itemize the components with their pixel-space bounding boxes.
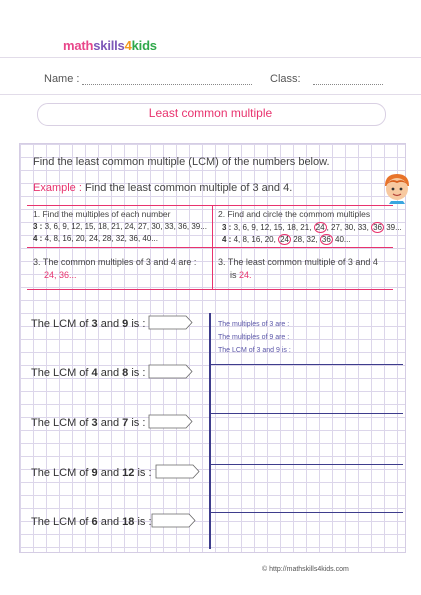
step2-row-3-label: 3 : bbox=[222, 223, 232, 232]
question-4-prefix: The LCM of bbox=[31, 467, 89, 479]
example-label: Example : bbox=[33, 182, 82, 194]
question-4-suffix: is : bbox=[137, 467, 152, 479]
question-1 bbox=[31, 318, 145, 330]
name-label: Name : bbox=[44, 73, 80, 85]
step4-line2 bbox=[230, 270, 252, 280]
header-divider-bottom bbox=[0, 94, 421, 95]
question-3 bbox=[31, 417, 145, 429]
answer-box-5[interactable] bbox=[151, 513, 196, 528]
question-4-b: 12 bbox=[122, 467, 135, 479]
step1-row-3-label: 3 : bbox=[33, 222, 43, 231]
question-4-a: 9 bbox=[91, 467, 98, 479]
logo-part-4: 4 bbox=[124, 38, 132, 53]
question-5-and: and bbox=[100, 516, 120, 528]
boy-illustration-icon bbox=[381, 172, 413, 204]
step2-row-4-part-c: 40... bbox=[332, 235, 351, 244]
question-5-b: 18 bbox=[122, 516, 135, 528]
logo-part-math: math bbox=[63, 38, 94, 53]
step2-heading: 2. Find and circle the commom multiples bbox=[218, 209, 371, 219]
circled-24-row-4: 24 bbox=[280, 235, 289, 244]
step1-row-3 bbox=[33, 222, 207, 231]
work-line-3 bbox=[211, 464, 403, 465]
example-text: Find the least common multiple of 3 and 4. bbox=[84, 182, 293, 194]
question-2-suffix: is : bbox=[131, 367, 146, 379]
note-lcm-3-9: The LCM of 3 and 9 is : bbox=[218, 347, 291, 354]
step2-row-3-part-a: 3, 6, 9, 12, 15, 18, 21, bbox=[233, 223, 312, 232]
class-label: Class: bbox=[270, 73, 301, 85]
step2-row-4-part-b: 28, 32, bbox=[290, 235, 318, 244]
step3-answer: 24, 36... bbox=[44, 270, 77, 280]
question-4-and: and bbox=[100, 467, 120, 479]
question-3-suffix: is : bbox=[131, 417, 146, 429]
question-2-and: and bbox=[100, 367, 120, 379]
question-3-b: 7 bbox=[122, 417, 129, 429]
question-1-prefix: The LCM of bbox=[31, 318, 89, 330]
work-line-1 bbox=[211, 364, 403, 365]
logo-part-kids: kids bbox=[131, 38, 157, 53]
example-divider-middle bbox=[27, 247, 393, 248]
answer-box-1[interactable] bbox=[148, 315, 193, 330]
worksheet-title: Least common multiple bbox=[148, 106, 273, 120]
circled-24-row-3: 24 bbox=[315, 223, 325, 232]
header-divider-top bbox=[0, 57, 421, 58]
step1-heading: 1. Find the multiples of each number bbox=[33, 209, 171, 219]
question-1-b: 9 bbox=[122, 318, 129, 330]
note-multiples-3: The multiples of 3 are : bbox=[218, 321, 290, 328]
answer-box-3[interactable] bbox=[148, 414, 193, 429]
step1-row-3-values: 3, 6, 9, 12, 15, 18, 21, 24, 27, 30, 33, 36, 39... bbox=[44, 222, 207, 231]
instruction-text: Find the least common multiple (LCM) of the numbers below. bbox=[33, 156, 330, 168]
work-area-divider bbox=[209, 313, 211, 549]
question-1-and: and bbox=[100, 318, 120, 330]
question-1-a: 3 bbox=[91, 318, 98, 330]
step2-row-4-part-a: 4, 8, 16, 20, bbox=[233, 235, 276, 244]
question-4 bbox=[31, 467, 152, 479]
example-line bbox=[33, 182, 292, 194]
step1-row-4-values: 4, 8, 16, 20, 24, 28, 32, 36, 40... bbox=[44, 234, 158, 243]
question-5-suffix: is : bbox=[137, 516, 152, 528]
mathskills4kids-logo bbox=[63, 38, 157, 53]
class-field[interactable] bbox=[313, 74, 383, 85]
step2-row-3-part-b: , 27, 30, 33, bbox=[326, 223, 369, 232]
question-5-prefix: The LCM of bbox=[31, 516, 89, 528]
example-divider-bottom bbox=[27, 289, 393, 290]
step1-row-4 bbox=[33, 234, 158, 243]
question-5-a: 6 bbox=[91, 516, 98, 528]
work-line-4 bbox=[211, 512, 403, 513]
step4-answer: 24. bbox=[239, 270, 252, 280]
question-2-prefix: The LCM of bbox=[31, 367, 89, 379]
answer-box-4[interactable] bbox=[155, 464, 200, 479]
step1-row-4-label: 4 : bbox=[33, 234, 43, 243]
circled-36-row-4: 36 bbox=[321, 235, 331, 244]
note-multiples-9: The multiples of 9 are : bbox=[218, 334, 290, 341]
circled-36-row-3: 36 bbox=[373, 223, 382, 232]
question-3-prefix: The LCM of bbox=[31, 417, 89, 429]
name-field[interactable] bbox=[82, 74, 252, 85]
answer-box-2[interactable] bbox=[148, 364, 193, 379]
logo-part-skills: skills bbox=[93, 38, 125, 53]
question-5 bbox=[31, 516, 152, 528]
question-3-a: 3 bbox=[91, 417, 98, 429]
question-2-b: 8 bbox=[122, 367, 129, 379]
step2-row-3 bbox=[222, 222, 402, 233]
question-1-suffix: is : bbox=[131, 318, 146, 330]
step2-row-4-label: 4 : bbox=[222, 235, 232, 244]
step2-row-3-part-c: 39... bbox=[383, 223, 402, 232]
question-3-and: and bbox=[100, 417, 120, 429]
footer-copyright: © http://mathskills4kids.com bbox=[262, 566, 349, 573]
example-divider-top bbox=[27, 205, 393, 206]
step4-is: is bbox=[230, 270, 237, 280]
step2-row-4 bbox=[222, 234, 351, 245]
work-line-2 bbox=[211, 413, 403, 414]
question-2 bbox=[31, 367, 145, 379]
step3-text: 3. The common multiples of 3 and 4 are : bbox=[33, 257, 197, 267]
step4-text: 3. The least common multiple of 3 and 4 bbox=[218, 257, 378, 267]
question-2-a: 4 bbox=[91, 367, 98, 379]
